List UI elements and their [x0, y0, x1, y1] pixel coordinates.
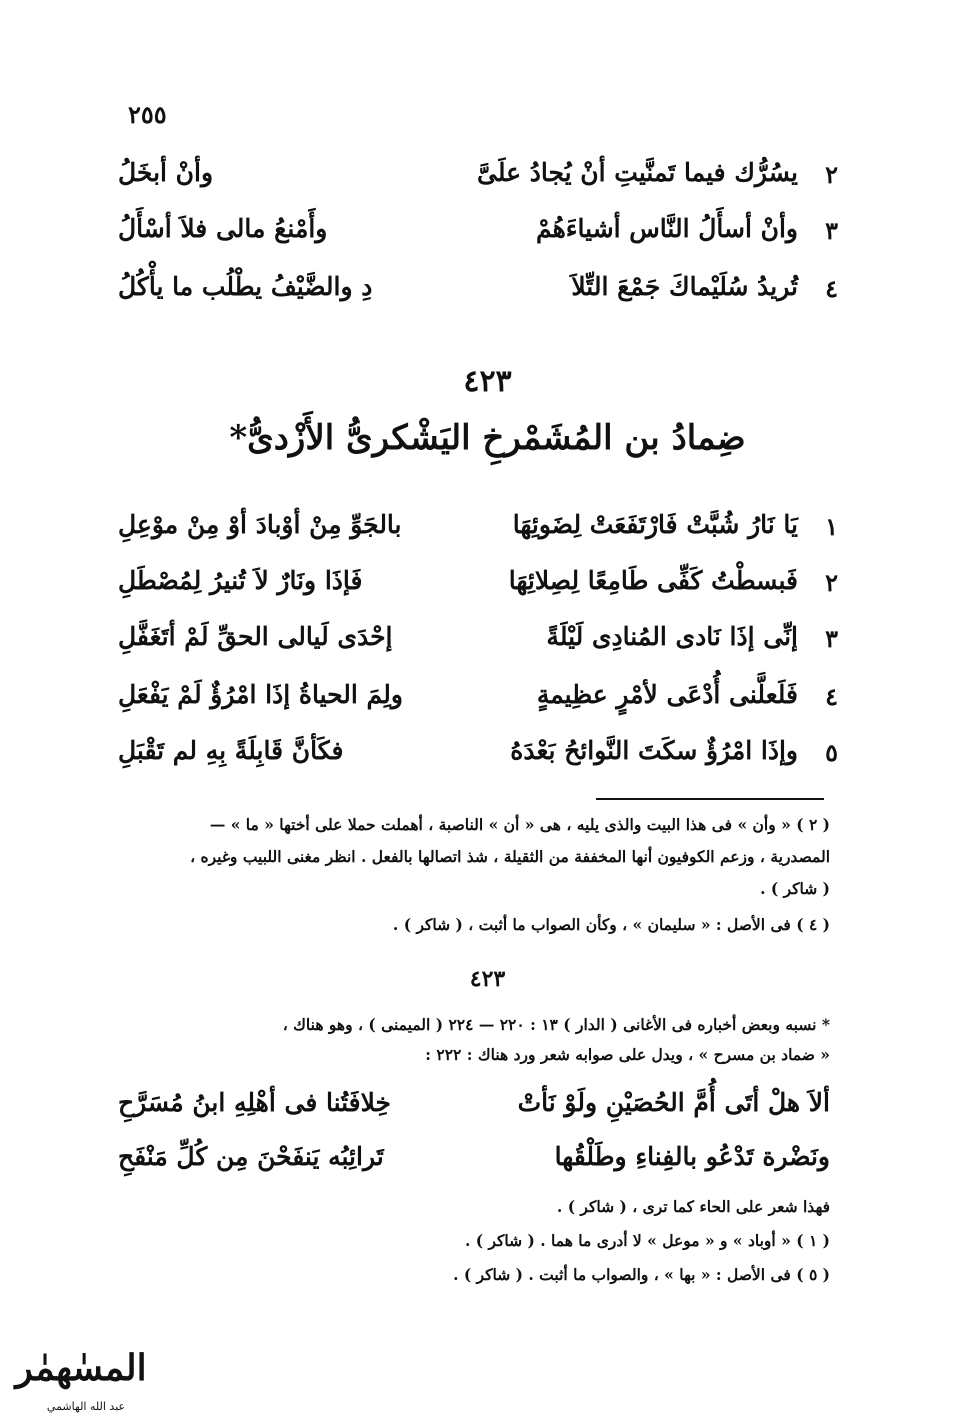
verse-first-hemistich: وإذَا امْرُؤٌ سكَتَ النَّوائحُ بَعْدَهُ — [510, 736, 798, 765]
footnote-divider — [596, 798, 824, 800]
verse-second-hemistich: تَرائِبُه يَنفَحْنَ مِن كُلِّ مَنْفَحِ — [118, 1142, 384, 1171]
verse-line — [118, 564, 838, 606]
footnote-line: المصدرية ، وزعم الكوفيون أنها المخففة من الثقيلة ، شذ اتصالها بالفعل . انظر مغنى اللبيب وغيره ، — [190, 847, 830, 866]
note-line: * نسبه وبعض أخباره فى الأغانى ( الدار ) ١٣ : ٢٢٠ — ٢٢٤ ( الميمنى ) ، وهو هناك ، — [282, 1015, 830, 1034]
verse-first-hemistich: ونَضْرة تَدْعُو بالفِناءِ وطَلْقُها — [554, 1142, 830, 1171]
verse-line — [118, 734, 838, 776]
verse-line — [118, 270, 838, 312]
verse-first-hemistich: وأنْ أسأَلُ النَّاس أشياءَهُمْ — [535, 214, 798, 243]
poem-number: ٤٢٣ — [463, 364, 512, 399]
verse-line — [118, 156, 838, 198]
verse-number: ٤ — [825, 274, 838, 303]
footnote-line: ( ٥ ) فى الأصل : « بها » ، والصواب ما أثبت . ( شاكر ) . — [453, 1265, 830, 1284]
footnote-line: ( ٤ ) فى الأصل : « سليمان » ، وكأن الصواب ما أثبت ، ( شاكر ) . — [392, 915, 830, 934]
verse-second-hemistich: فَإذَا ونَارٌ لاَ تُنيرُ لِمُصْطَلِ — [118, 566, 363, 595]
comment-line: فهذا شعر على الحاء كما ترى ، ( شاكر ) . — [556, 1197, 830, 1216]
verse-second-hemistich: خِلافَتُنا فى أهْلِهِ ابنُ مُسَرَّحِ — [118, 1088, 391, 1117]
library-stamp-logo — [6, 1334, 156, 1418]
quoted-verse — [118, 1140, 830, 1186]
verse-first-hemistich: يَا نَارُ شُبَّتْ فَارْتَفَعَتْ لِضَوئِهَا — [512, 510, 798, 539]
stamp-text: المسٰهمٰر — [15, 1347, 147, 1389]
footnote-line: ( شاكر ) . — [760, 879, 830, 898]
verse-number: ٣ — [825, 216, 838, 245]
verse-second-hemistich: دِ والضَّيْفُ يطْلُب ما يأْكُلُ — [118, 272, 373, 301]
verse-number: ٢ — [825, 160, 838, 189]
footnote-line: ( ١ ) « أوباد » و « موعل » لا أدرى ما هما . ( شاكر ) . — [464, 1231, 830, 1250]
verse-number: ٢ — [825, 568, 838, 597]
verse-number: ٥ — [825, 738, 838, 767]
verse-second-hemistich: ولِمَ الحياةُ إذَا امْرُؤٌ لَمْ يَفْعَلِ — [118, 680, 403, 709]
verse-second-hemistich: فكَأنَّ قَابِلَةً بِهِ لم تَقْبَلِ — [118, 736, 344, 765]
verse-line — [118, 620, 838, 662]
verse-first-hemistich: تُريدُ سُلَيْماكَ جَمْعَ التِّلاَ — [571, 272, 798, 301]
verse-line — [118, 678, 838, 720]
footnote-line: ( ٢ ) « وأن » فى هذا البيت والذى يليه ، هى « أن » الناصبة ، أهملت حملا على أختها « ما » — — [209, 815, 830, 834]
verse-second-hemistich: بالجَوِّ مِنْ أوْبادَ أوْ مِنْ موْعِلِ — [118, 510, 402, 539]
verse-first-hemistich: فَلَعلَّنى أُدْعَى لأمْرٍ عظِيمةٍ — [536, 680, 798, 709]
verse-number: ١ — [825, 512, 838, 541]
verse-first-hemistich: إنِّى إذَا نَادى المُنادِى لَيْلَةً — [546, 622, 798, 651]
verse-line — [118, 212, 838, 254]
note-line: « ضماد بن مسرح » ، ويدل على صوابه شعر ورد هناك : ٢٢٢ : — [425, 1045, 830, 1064]
verse-first-hemistich: يسُرُّك فيما تَمنَّيتِ أنْ يُجادُ علَىَّ — [477, 158, 798, 187]
verse-second-hemistich: وأَمْنعُ مالى فلاَ أسْأَلُ — [118, 214, 328, 243]
verse-first-hemistich: فَبسطْتُ كَفِّى طَامِعًا لِصِلائِهَا — [508, 566, 798, 595]
quoted-verse — [118, 1086, 830, 1132]
poem-title: ضِمادُ بن المُشَمْرخِ اليَشْكرىُّ الأَزْدىُّ* — [229, 418, 746, 458]
verse-second-hemistich: إحْدَى لَيالى الحقِّ لَمْ أتَغَفَّلِ — [118, 622, 393, 651]
verse-number: ٤ — [825, 682, 838, 711]
section-number: ٤٢٣ — [469, 966, 506, 992]
verse-second-hemistich: وأنْ أبخَلُ — [118, 158, 214, 187]
verse-line — [118, 508, 838, 550]
page-number: ٢٥٥ — [128, 100, 167, 129]
stamp-subtext: عبد الله الهاشمي — [46, 1400, 126, 1413]
verse-number: ٣ — [825, 624, 838, 653]
verse-first-hemistich: ألاَ هلْ أتَى أُمَّ الحُصَيْنِ ولَوْ نَأتْ — [517, 1088, 830, 1117]
